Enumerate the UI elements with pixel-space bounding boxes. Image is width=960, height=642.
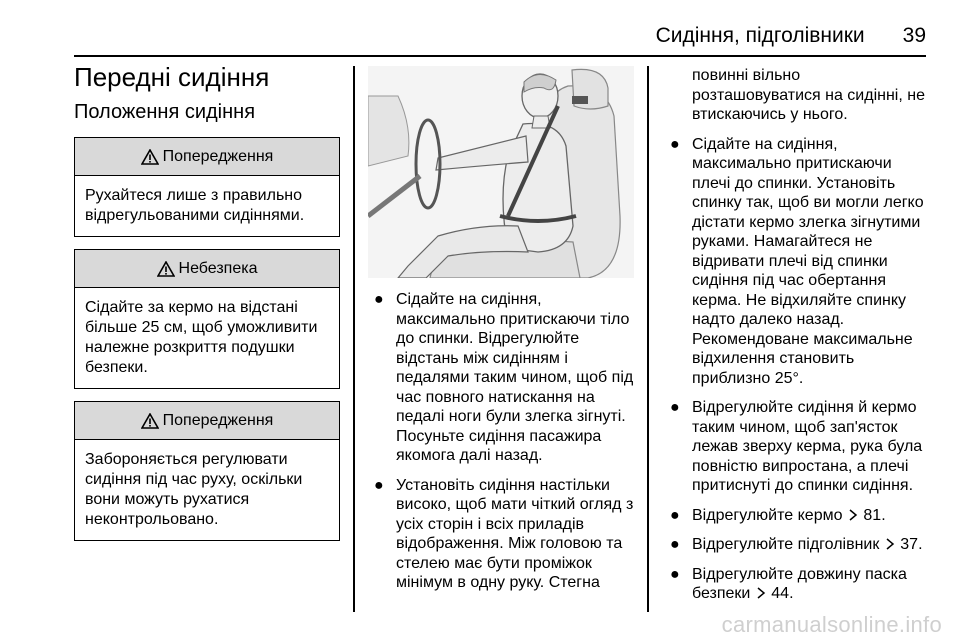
header-title: Сидіння, підголівники [655, 24, 865, 47]
list-item-text: Сідайте на сидіння, максимально притискаючи плечі до спинки. Установіть спинку так, щоб ви могли легко дістати кермо злегка зігнутими руками. Намагайтеся не відривати плечі від спинки сидіння під час обертання керма. Не відхиляйте спинку надто далеко назад. Рекомендоване максимальне відхилення становить приблизно 25°. [692, 135, 924, 387]
warning-box-heading-text: Попередження [162, 411, 274, 429]
list-item [668, 565, 930, 604]
column-divider [647, 66, 649, 612]
header-rule [74, 55, 926, 57]
list-item-text: Сідайте на сидіння, максимально притискаючи тіло до спинки. Відрегулюйте відстань між сидінням і педалями таким чином, щоб під час повного натискання на педалі ноги були злегка зігнуті. Посуньте сидіння пасажира якомога далі назад. [396, 291, 634, 464]
warning-box-text: Забороняється регулювати сидіння під час руху, оскільки вони можуть рухатися неконтрольовано. [85, 451, 303, 528]
danger-box-heading [75, 250, 339, 288]
page-reference-arrow-icon [847, 509, 859, 521]
list-item [668, 135, 930, 389]
list-item-text: Відрегулюйте сидіння й кермо таким чином, щоб зап'ясток лежав зверху керма, рука була повністю випростана, а плечі притиснуті до спинки сидіння. [692, 399, 923, 494]
bullet: ● [374, 476, 384, 494]
bullet: ● [670, 565, 680, 583]
list-item [668, 535, 930, 555]
bullet: ● [670, 135, 680, 153]
page-reference[interactable]: 44. [771, 585, 794, 602]
warning-triangle-icon [157, 261, 175, 277]
warning-box-heading-text: Попередження [162, 147, 274, 165]
column-divider [353, 66, 355, 612]
list-item-text: Установіть сидіння настільки високо, щоб мати чіткий огляд з усіх сторін і всіх приладів відображення. Між головою та стелею має бути проміжок мінімум в одну руку. Стегна [396, 476, 634, 591]
list-item [668, 398, 930, 496]
warning-box-heading [75, 138, 339, 176]
page-reference-arrow-icon [884, 538, 896, 550]
driver-seat-illustration [368, 66, 634, 278]
bullet: ● [670, 536, 680, 553]
list-item-text: Відрегулюйте довжину паска безпеки [692, 565, 907, 602]
page-reference[interactable]: 37. [900, 536, 923, 553]
warning-box [74, 401, 340, 541]
list-item [668, 506, 930, 526]
warning-box [74, 137, 340, 237]
page-number: 39 [902, 24, 926, 47]
list-item-text: Відрегулюйте кермо [692, 506, 843, 524]
danger-box-text: Сідайте за кермо на відстані більше 25 см, щоб уможливити належне розкриття подушки безпеки. [85, 299, 318, 376]
middle-column [372, 290, 642, 603]
bullet: ● [670, 399, 680, 416]
left-column [74, 60, 340, 553]
sub-title: Положення сидіння [74, 101, 256, 123]
right-column [668, 66, 930, 614]
bullet: ● [670, 506, 680, 524]
bullet: ● [374, 291, 384, 308]
warning-triangle-icon [141, 413, 159, 429]
warning-box-heading [75, 402, 339, 440]
watermark: carmanualsonline.info [721, 612, 942, 637]
list-item [372, 290, 642, 466]
page-reference-arrow-icon [755, 587, 767, 599]
warning-triangle-icon [141, 149, 159, 165]
danger-box-heading-text: Небезпека [178, 259, 258, 277]
page-reference[interactable]: 81. [863, 506, 886, 524]
running-header [656, 24, 926, 48]
section-title: Передні сидіння [74, 62, 270, 92]
warning-box-text: Рухайтеся лише з правильно відрегульованими сидіннями. [85, 187, 305, 224]
list-item-text: Відрегулюйте підголівник [692, 536, 880, 553]
continued-text: повинні вільно розташовуватися на сидінні, не втискаючись у нього. [692, 67, 925, 123]
list-item [372, 476, 642, 593]
driver-seat-drawing [368, 66, 634, 278]
danger-box [74, 249, 340, 389]
